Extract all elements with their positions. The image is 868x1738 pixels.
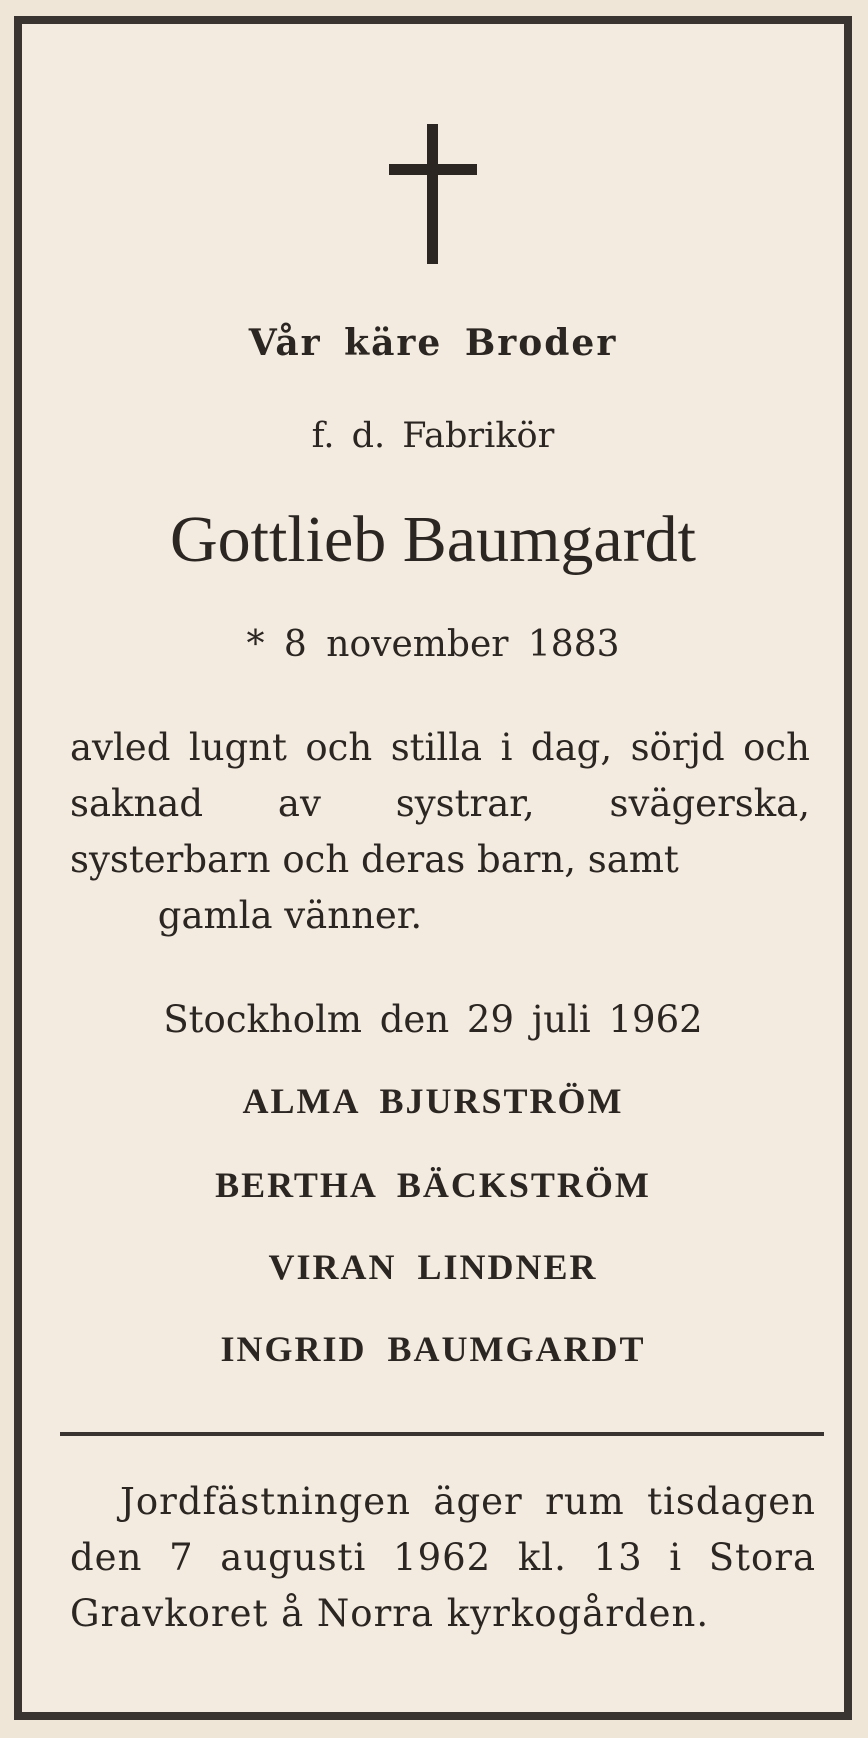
signer-name: INGRID BAUMGARDT [220,1329,646,1369]
dateline: Stockholm den 29 juli 1962 [163,998,703,1041]
divider [60,1432,824,1436]
signer-name: ALMA BJURSTRÖM [242,1081,624,1121]
deceased-title: f. d. Fabrikör [311,416,555,456]
cross-icon [22,124,844,264]
birth-date: * 8 november 1883 [246,624,620,665]
obituary-notice [14,16,852,1720]
obituary-text [70,720,810,944]
signer-name: VIRAN LINDNER [268,1247,598,1287]
salutation: Vår käre Broder [248,322,618,364]
obituary-text-last-line: gamla vänner. [157,894,423,937]
deceased-name: Gottlieb Baumgardt [169,503,697,576]
signer-name: BERTHA BÄCKSTRÖM [215,1165,651,1205]
obituary-text-main: avled lugnt och stilla i dag, sörjd och saknad av systrar, svägerska, systerbarn och deras barn, samt [70,726,810,881]
funeral-details: Jordfästningen äger rum tisdagen den 7 augusti 1962 kl. 13 i Stora Gravkoret å Norra kyrkogården. [70,1480,816,1635]
